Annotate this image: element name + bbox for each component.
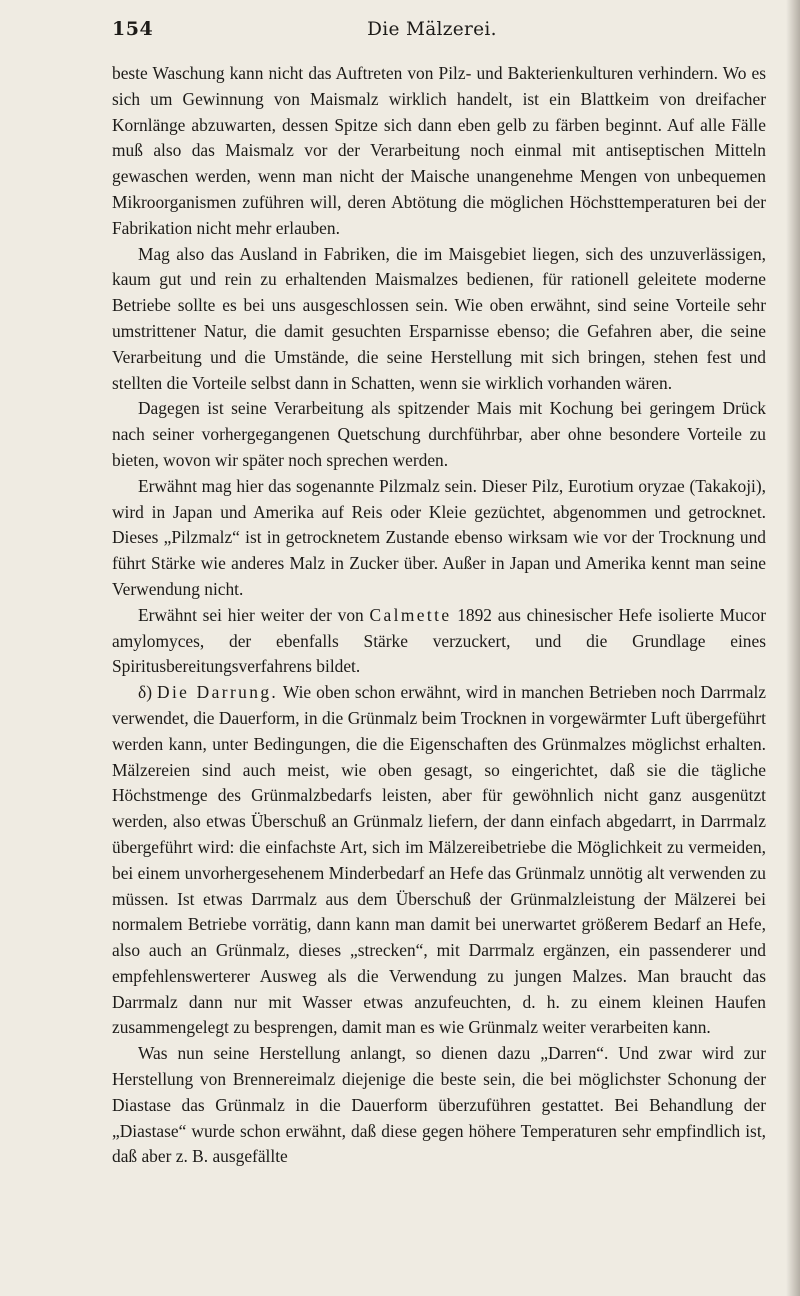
paragraph: Mag also das Ausland in Fabriken, die im Maisgebiet liegen, sich des unzuverlässigen, kaum gut und rein zu erhaltenden Maismalzes bedienen, für rationell geleitete moderne Betriebe sollte es bei uns ausgeschlossen sein. Wie oben erwähnt, sind seine Vorteile sehr umstrittener Natur, die damit gesuchten Ersparnisse ebenso; die Gefahren aber, die seine Verarbeitung und die Umstände, die seine Herstellung mit sich bringen, stehen fest und stellten die Vorteile selbst dann in Schatten, wenn sie wirklich vorhanden wären. bbox=[112, 243, 766, 393]
paragraph: Dagegen ist seine Verarbeitung als spitzender Mais mit Kochung bei geringem Drück nach seiner vorhergegangenen Quetschung durchführbar, aber ohne besondere Vorteile zu bieten, wovon wir später noch sprechen werden. bbox=[112, 398, 766, 470]
paragraph-text: 1892 aus chinesischer Hefe isolierte Mucor amylomyces, der ebenfalls Stärke verzuckert, und die Grundlage eines Spiritusbereitungsverfahrens bildet. bbox=[112, 604, 766, 677]
section-marker: δ) bbox=[138, 682, 157, 703]
paragraph: Erwähnt mag hier das sogenannte Pilzmalz sein. Dieser Pilz, Eurotium oryzae (Takakoji), wird in Japan und Amerika auf Reis oder Kleie gezüchtet, abgenommen und getrocknet. Dieses „Pilzmalz“ ist in getrocknetem Zustande ebenso wirksam wie vor der Trocknung und führt Stärke wie anderes Malz in Zucker über. Außer in Japan und Amerika kennt man seine Verwendung nicht. bbox=[112, 475, 766, 599]
paragraph-text: Erwähnt sei hier weiter der von bbox=[138, 604, 370, 625]
spaced-name: Calmette bbox=[369, 604, 452, 625]
paragraph bbox=[112, 603, 766, 680]
page-edge-shadow bbox=[786, 0, 800, 1296]
page-number: 154 bbox=[112, 18, 154, 40]
paragraph: beste Waschung kann nicht das Auftreten von Pilz- und Bakterienkulturen verhindern. Wo es sich um Gewinnung von Maismalz wirklich handelt, ist ein Blattkeim von dreifacher Kornlänge abzuwarten, dessen Spitze sich dann eben gelb zu färben beginnt. Auf alle Fälle muß also das Maismalz vor der Verarbeitung noch einmal mit antiseptischen Mitteln gewaschen werden, wenn man nicht der Maische unangenehme Mengen von unbequemen Mikroorganismen zuführen will, deren Abtötung die möglichen Höchsttemperaturen bei der Fabrikation nicht mehr erlauben. bbox=[112, 63, 766, 238]
running-title: Die Mälzerei. bbox=[367, 19, 497, 40]
paragraph: Was nun seine Herstellung anlangt, so dienen dazu „Darren“. Und zwar wird zur Herstellung von Brennereimalz diejenige die beste sein, die bei möglichster Schonung der Diastase das Grünmalz in die Dauerform überzuführen gestattet. Bei Behandlung der „Diastase“ wurde schon erwähnt, daß diese gegen höhere Temperaturen sehr empfindlich ist, daß aber z. B. ausgefällte bbox=[112, 1043, 766, 1167]
section-heading: Die Darrung. bbox=[156, 682, 279, 703]
paragraph-text: Wie oben schon erwähnt, wird in manchen Betrieben noch Darrmalz verwendet, die Dauerform, in die Grünmalz beim Trocknen in vorgewärmter Luft übergeführt werden kann, unter Bedingungen, die die Eigenschaften des Grünmalzes möglichst erhalten. Mälzereien sind auch meist, wie oben gesagt, so eingerichtet, daß sie die tägliche Höchstmenge des Grünmalzbedarfs leisten, aber für gewöhnlich nicht ganz ausgenützt werden, also etwas Überschuß an Grünmalz liefern, der dann einfach abgedarrt, in Darrmalz übergeführt wird: die einfachste Art, sich im Mälzereibetriebe die Möglichkeit zu vermeiden, bei einem unvorhergesehenem Minderbedarf an Hefe das Grünmalz unnötig alt verwenden zu müssen. Ist etwas Darrmalz aus dem Überschuß der Grünmalzleistung der Mälzerei bei normalem Betriebe vorrätig, dann kann man damit bei unerwartet größerem Bedarf an Hefe, also auch an Grünmalz, dieses „strecken“, mit Darrmalz ergänzen, ein passenderer und empfehlenswerterer Ausweg als die Verwendung zu jungen Malzes. Man braucht das Darrmalz dann nur mit Wasser etwas anzufeuchten, d. h. zu einem kleinen Haufen zusammengelegt zu besprengen, damit man es wie Grünmalz weiter verarbeiten kann. bbox=[112, 682, 766, 1038]
section-paragraph bbox=[112, 680, 766, 1041]
body-text bbox=[112, 61, 766, 1170]
page-header bbox=[112, 18, 752, 48]
